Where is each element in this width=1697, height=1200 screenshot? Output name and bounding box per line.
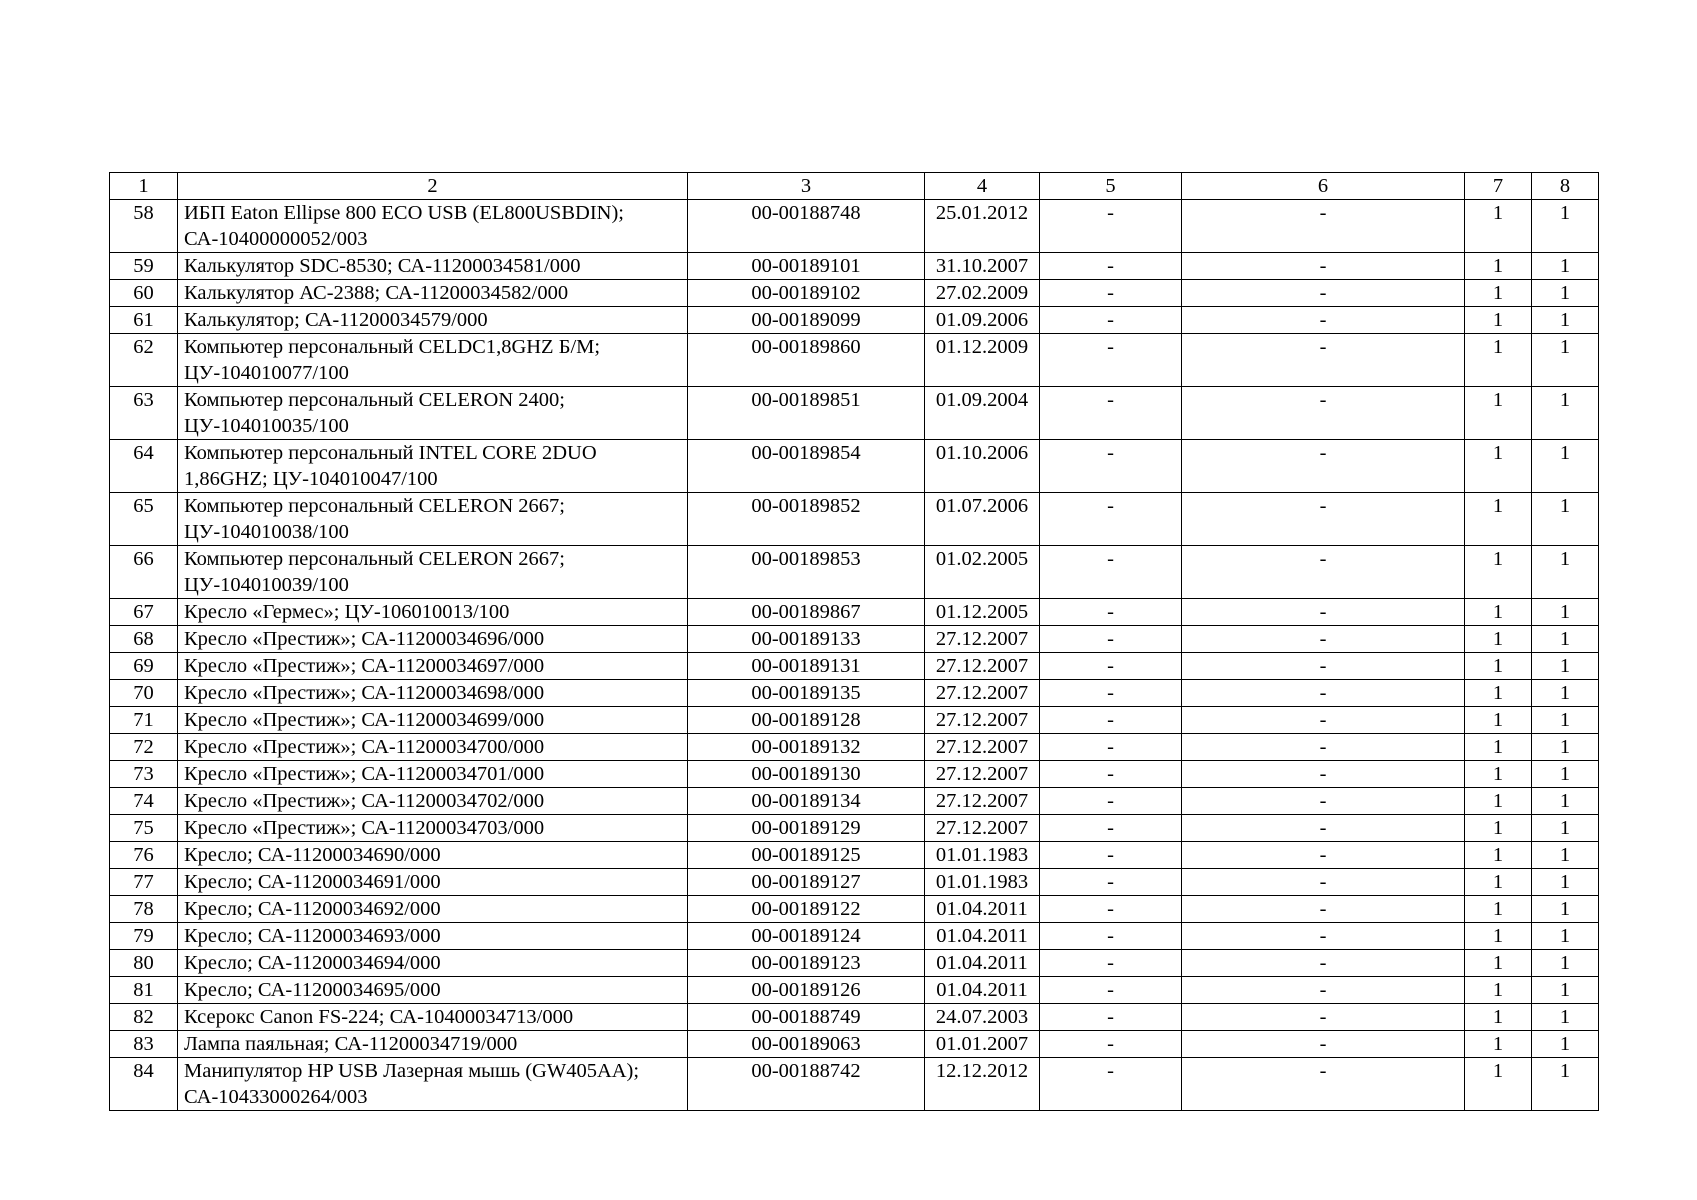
item-name-cell: Кресло «Престиж»; СА-11200034703/000	[178, 815, 688, 842]
quantity-8-cell: 1	[1532, 869, 1599, 896]
quantity-7-cell: 1	[1465, 1031, 1532, 1058]
quantity-7-cell: 1	[1465, 280, 1532, 307]
quantity-7-cell: 1	[1465, 307, 1532, 334]
inventory-number-cell: 00-00189853	[688, 546, 925, 599]
table-row	[110, 950, 1599, 977]
column-6-cell: -	[1182, 440, 1465, 493]
table-row	[110, 923, 1599, 950]
column-6-cell: -	[1182, 493, 1465, 546]
column-6-cell: -	[1182, 734, 1465, 761]
column-5-cell: -	[1040, 707, 1182, 734]
table-row	[110, 653, 1599, 680]
table-row	[110, 493, 1599, 546]
column-6-cell: -	[1182, 200, 1465, 253]
inventory-number-cell: 00-00188742	[688, 1058, 925, 1111]
quantity-8-cell: 1	[1532, 493, 1599, 546]
item-name-cell: Ксерокс Canon FS-224; СА-10400034713/000	[178, 1004, 688, 1031]
quantity-7-cell: 1	[1465, 599, 1532, 626]
inventory-table	[109, 172, 1599, 1111]
row-number-cell: 67	[110, 599, 178, 626]
quantity-7-cell: 1	[1465, 815, 1532, 842]
item-name-cell: Калькулятор АС-2388; СА-11200034582/000	[178, 280, 688, 307]
table-row	[110, 761, 1599, 788]
quantity-8-cell: 1	[1532, 842, 1599, 869]
item-name-cell: Калькулятор SDC-8530; СА-11200034581/000	[178, 253, 688, 280]
quantity-7-cell: 1	[1465, 1004, 1532, 1031]
column-6-cell: -	[1182, 761, 1465, 788]
column-6-cell: -	[1182, 599, 1465, 626]
column-5-cell: -	[1040, 440, 1182, 493]
column-5-cell: -	[1040, 950, 1182, 977]
quantity-7-cell: 1	[1465, 200, 1532, 253]
row-number-cell: 84	[110, 1058, 178, 1111]
date-cell: 01.01.1983	[925, 869, 1040, 896]
item-name-cell: Манипулятор HP USB Лазерная мышь (GW405AA); СА-10433000264/003	[178, 1058, 688, 1111]
table-row	[110, 546, 1599, 599]
row-number-cell: 72	[110, 734, 178, 761]
quantity-7-cell: 1	[1465, 734, 1532, 761]
column-6-cell: -	[1182, 815, 1465, 842]
row-number-cell: 81	[110, 977, 178, 1004]
date-cell: 24.07.2003	[925, 1004, 1040, 1031]
date-cell: 27.12.2007	[925, 815, 1040, 842]
date-cell: 01.04.2011	[925, 950, 1040, 977]
column-6-cell: -	[1182, 387, 1465, 440]
quantity-7-cell: 1	[1465, 896, 1532, 923]
inventory-number-cell: 00-00189135	[688, 680, 925, 707]
table-row	[110, 440, 1599, 493]
quantity-8-cell: 1	[1532, 950, 1599, 977]
inventory-number-cell: 00-00189127	[688, 869, 925, 896]
inventory-number-cell: 00-00189128	[688, 707, 925, 734]
item-name-cell: Кресло; СА-11200034691/000	[178, 869, 688, 896]
column-6-cell: -	[1182, 1058, 1465, 1111]
inventory-number-cell: 00-00189132	[688, 734, 925, 761]
quantity-8-cell: 1	[1532, 1058, 1599, 1111]
table-header	[110, 173, 1599, 200]
row-number-cell: 59	[110, 253, 178, 280]
column-6-cell: -	[1182, 1031, 1465, 1058]
inventory-number-cell: 00-00189123	[688, 950, 925, 977]
row-number-cell: 66	[110, 546, 178, 599]
column-6-cell: -	[1182, 977, 1465, 1004]
quantity-8-cell: 1	[1532, 440, 1599, 493]
table-row	[110, 680, 1599, 707]
quantity-7-cell: 1	[1465, 869, 1532, 896]
column-5-cell: -	[1040, 977, 1182, 1004]
date-cell: 01.12.2009	[925, 334, 1040, 387]
quantity-7-cell: 1	[1465, 653, 1532, 680]
column-5-cell: -	[1040, 280, 1182, 307]
table-row	[110, 334, 1599, 387]
column-6-cell: -	[1182, 896, 1465, 923]
inventory-number-cell: 00-00189129	[688, 815, 925, 842]
column-5-cell: -	[1040, 1031, 1182, 1058]
inventory-number-cell: 00-00189131	[688, 653, 925, 680]
column-5-cell: -	[1040, 761, 1182, 788]
column-6-cell: -	[1182, 280, 1465, 307]
header-cell-7: 7	[1465, 173, 1532, 200]
date-cell: 01.07.2006	[925, 493, 1040, 546]
item-name-cell: Кресло; СА-11200034694/000	[178, 950, 688, 977]
quantity-7-cell: 1	[1465, 950, 1532, 977]
inventory-number-cell: 00-00189101	[688, 253, 925, 280]
row-number-cell: 62	[110, 334, 178, 387]
item-name-cell: Кресло «Престиж»; СА-11200034701/000	[178, 761, 688, 788]
header-cell-3: 3	[688, 173, 925, 200]
date-cell: 01.04.2011	[925, 896, 1040, 923]
column-5-cell: -	[1040, 869, 1182, 896]
date-cell: 27.12.2007	[925, 680, 1040, 707]
row-number-cell: 83	[110, 1031, 178, 1058]
row-number-cell: 82	[110, 1004, 178, 1031]
quantity-8-cell: 1	[1532, 387, 1599, 440]
row-number-cell: 76	[110, 842, 178, 869]
item-name-cell: Кресло «Престиж»; СА-11200034697/000	[178, 653, 688, 680]
header-cell-8: 8	[1532, 173, 1599, 200]
quantity-7-cell: 1	[1465, 788, 1532, 815]
quantity-8-cell: 1	[1532, 307, 1599, 334]
table-row	[110, 1058, 1599, 1111]
header-cell-6: 6	[1182, 173, 1465, 200]
quantity-8-cell: 1	[1532, 546, 1599, 599]
quantity-7-cell: 1	[1465, 707, 1532, 734]
table-row	[110, 842, 1599, 869]
column-6-cell: -	[1182, 546, 1465, 599]
date-cell: 27.12.2007	[925, 653, 1040, 680]
column-5-cell: -	[1040, 200, 1182, 253]
inventory-number-cell: 00-00189133	[688, 626, 925, 653]
row-number-cell: 68	[110, 626, 178, 653]
table-row	[110, 707, 1599, 734]
inventory-number-cell: 00-00189122	[688, 896, 925, 923]
column-6-cell: -	[1182, 842, 1465, 869]
date-cell: 01.10.2006	[925, 440, 1040, 493]
column-5-cell: -	[1040, 493, 1182, 546]
column-5-cell: -	[1040, 734, 1182, 761]
column-5-cell: -	[1040, 307, 1182, 334]
table-row	[110, 626, 1599, 653]
quantity-8-cell: 1	[1532, 1004, 1599, 1031]
date-cell: 01.12.2005	[925, 599, 1040, 626]
column-5-cell: -	[1040, 387, 1182, 440]
row-number-cell: 74	[110, 788, 178, 815]
item-name-cell: Кресло «Престиж»; СА-11200034699/000	[178, 707, 688, 734]
table-row	[110, 307, 1599, 334]
quantity-8-cell: 1	[1532, 761, 1599, 788]
table-row	[110, 387, 1599, 440]
column-6-cell: -	[1182, 307, 1465, 334]
row-number-cell: 58	[110, 200, 178, 253]
quantity-7-cell: 1	[1465, 761, 1532, 788]
quantity-8-cell: 1	[1532, 734, 1599, 761]
inventory-number-cell: 00-00189126	[688, 977, 925, 1004]
item-name-cell: Кресло; СА-11200034693/000	[178, 923, 688, 950]
item-name-cell: Кресло «Престиж»; СА-11200034696/000	[178, 626, 688, 653]
quantity-8-cell: 1	[1532, 1031, 1599, 1058]
quantity-8-cell: 1	[1532, 815, 1599, 842]
row-number-cell: 60	[110, 280, 178, 307]
inventory-number-cell: 00-00189134	[688, 788, 925, 815]
quantity-7-cell: 1	[1465, 680, 1532, 707]
date-cell: 01.09.2004	[925, 387, 1040, 440]
inventory-number-cell: 00-00189099	[688, 307, 925, 334]
quantity-8-cell: 1	[1532, 896, 1599, 923]
quantity-7-cell: 1	[1465, 977, 1532, 1004]
item-name-cell: Кресло; СА-11200034690/000	[178, 842, 688, 869]
column-5-cell: -	[1040, 653, 1182, 680]
date-cell: 27.12.2007	[925, 761, 1040, 788]
date-cell: 27.02.2009	[925, 280, 1040, 307]
item-name-cell: Кресло; СА-11200034695/000	[178, 977, 688, 1004]
table-row	[110, 599, 1599, 626]
inventory-number-cell: 00-00189063	[688, 1031, 925, 1058]
quantity-8-cell: 1	[1532, 253, 1599, 280]
row-number-cell: 78	[110, 896, 178, 923]
quantity-8-cell: 1	[1532, 923, 1599, 950]
column-6-cell: -	[1182, 1004, 1465, 1031]
column-5-cell: -	[1040, 815, 1182, 842]
column-5-cell: -	[1040, 788, 1182, 815]
column-6-cell: -	[1182, 869, 1465, 896]
table-row	[110, 253, 1599, 280]
date-cell: 01.04.2011	[925, 923, 1040, 950]
inventory-number-cell: 00-00189130	[688, 761, 925, 788]
row-number-cell: 65	[110, 493, 178, 546]
date-cell: 27.12.2007	[925, 707, 1040, 734]
item-name-cell: ИБП Eaton Ellipse 800 ECO USB (EL800USBDIN); СА-10400000052/003	[178, 200, 688, 253]
row-number-cell: 71	[110, 707, 178, 734]
column-6-cell: -	[1182, 707, 1465, 734]
header-cell-1: 1	[110, 173, 178, 200]
table-row	[110, 977, 1599, 1004]
row-number-cell: 80	[110, 950, 178, 977]
quantity-8-cell: 1	[1532, 200, 1599, 253]
item-name-cell: Лампа паяльная; СА-11200034719/000	[178, 1031, 688, 1058]
date-cell: 01.04.2011	[925, 977, 1040, 1004]
quantity-7-cell: 1	[1465, 1058, 1532, 1111]
quantity-8-cell: 1	[1532, 707, 1599, 734]
quantity-8-cell: 1	[1532, 653, 1599, 680]
column-5-cell: -	[1040, 626, 1182, 653]
item-name-cell: Кресло «Престиж»; СА-11200034702/000	[178, 788, 688, 815]
row-number-cell: 70	[110, 680, 178, 707]
table-row	[110, 788, 1599, 815]
table-row	[110, 869, 1599, 896]
table-row	[110, 200, 1599, 253]
item-name-cell: Кресло «Гермес»; ЦУ-106010013/100	[178, 599, 688, 626]
inventory-number-cell: 00-00189851	[688, 387, 925, 440]
column-5-cell: -	[1040, 1058, 1182, 1111]
column-6-cell: -	[1182, 626, 1465, 653]
header-cell-4: 4	[925, 173, 1040, 200]
quantity-7-cell: 1	[1465, 626, 1532, 653]
row-number-cell: 61	[110, 307, 178, 334]
column-5-cell: -	[1040, 1004, 1182, 1031]
column-5-cell: -	[1040, 680, 1182, 707]
column-6-cell: -	[1182, 923, 1465, 950]
date-cell: 25.01.2012	[925, 200, 1040, 253]
date-cell: 31.10.2007	[925, 253, 1040, 280]
column-6-cell: -	[1182, 788, 1465, 815]
row-number-cell: 63	[110, 387, 178, 440]
inventory-number-cell: 00-00188748	[688, 200, 925, 253]
date-cell: 01.02.2005	[925, 546, 1040, 599]
column-5-cell: -	[1040, 253, 1182, 280]
item-name-cell: Калькулятор; СА-11200034579/000	[178, 307, 688, 334]
quantity-8-cell: 1	[1532, 977, 1599, 1004]
date-cell: 27.12.2007	[925, 788, 1040, 815]
quantity-7-cell: 1	[1465, 334, 1532, 387]
quantity-7-cell: 1	[1465, 493, 1532, 546]
quantity-7-cell: 1	[1465, 923, 1532, 950]
date-cell: 27.12.2007	[925, 734, 1040, 761]
item-name-cell: Компьютер персональный CELERON 2667; ЦУ-104010038/100	[178, 493, 688, 546]
inventory-number-cell: 00-00189852	[688, 493, 925, 546]
inventory-number-cell: 00-00189854	[688, 440, 925, 493]
column-6-cell: -	[1182, 680, 1465, 707]
inventory-number-cell: 00-00189125	[688, 842, 925, 869]
table-row	[110, 896, 1599, 923]
header-cell-2: 2	[178, 173, 688, 200]
header-row	[110, 173, 1599, 200]
table-row	[110, 280, 1599, 307]
table-row	[110, 734, 1599, 761]
row-number-cell: 64	[110, 440, 178, 493]
column-6-cell: -	[1182, 334, 1465, 387]
table-row	[110, 1004, 1599, 1031]
item-name-cell: Компьютер персональный CELERON 2400; ЦУ-104010035/100	[178, 387, 688, 440]
inventory-number-cell: 00-00189867	[688, 599, 925, 626]
column-6-cell: -	[1182, 950, 1465, 977]
quantity-7-cell: 1	[1465, 440, 1532, 493]
item-name-cell: Компьютер персональный INTEL CORE 2DUO 1,86GHZ; ЦУ-104010047/100	[178, 440, 688, 493]
column-5-cell: -	[1040, 923, 1182, 950]
row-number-cell: 75	[110, 815, 178, 842]
table-row	[110, 1031, 1599, 1058]
quantity-8-cell: 1	[1532, 788, 1599, 815]
inventory-number-cell: 00-00188749	[688, 1004, 925, 1031]
date-cell: 01.01.1983	[925, 842, 1040, 869]
column-5-cell: -	[1040, 599, 1182, 626]
row-number-cell: 73	[110, 761, 178, 788]
quantity-7-cell: 1	[1465, 842, 1532, 869]
quantity-8-cell: 1	[1532, 334, 1599, 387]
quantity-7-cell: 1	[1465, 546, 1532, 599]
column-5-cell: -	[1040, 842, 1182, 869]
column-6-cell: -	[1182, 653, 1465, 680]
header-cell-5: 5	[1040, 173, 1182, 200]
date-cell: 12.12.2012	[925, 1058, 1040, 1111]
item-name-cell: Кресло «Престиж»; СА-11200034700/000	[178, 734, 688, 761]
quantity-7-cell: 1	[1465, 387, 1532, 440]
quantity-8-cell: 1	[1532, 626, 1599, 653]
item-name-cell: Кресло; СА-11200034692/000	[178, 896, 688, 923]
table-body	[110, 200, 1599, 1111]
item-name-cell: Компьютер персональный CELERON 2667; ЦУ-104010039/100	[178, 546, 688, 599]
column-5-cell: -	[1040, 334, 1182, 387]
column-6-cell: -	[1182, 253, 1465, 280]
inventory-number-cell: 00-00189860	[688, 334, 925, 387]
item-name-cell: Компьютер персональный CELDC1,8GHZ Б/М; ЦУ-104010077/100	[178, 334, 688, 387]
quantity-8-cell: 1	[1532, 680, 1599, 707]
row-number-cell: 79	[110, 923, 178, 950]
inventory-number-cell: 00-00189124	[688, 923, 925, 950]
quantity-8-cell: 1	[1532, 599, 1599, 626]
inventory-number-cell: 00-00189102	[688, 280, 925, 307]
quantity-7-cell: 1	[1465, 253, 1532, 280]
row-number-cell: 77	[110, 869, 178, 896]
quantity-8-cell: 1	[1532, 280, 1599, 307]
item-name-cell: Кресло «Престиж»; СА-11200034698/000	[178, 680, 688, 707]
date-cell: 01.01.2007	[925, 1031, 1040, 1058]
column-5-cell: -	[1040, 546, 1182, 599]
date-cell: 27.12.2007	[925, 626, 1040, 653]
date-cell: 01.09.2006	[925, 307, 1040, 334]
table-row	[110, 815, 1599, 842]
row-number-cell: 69	[110, 653, 178, 680]
column-5-cell: -	[1040, 896, 1182, 923]
